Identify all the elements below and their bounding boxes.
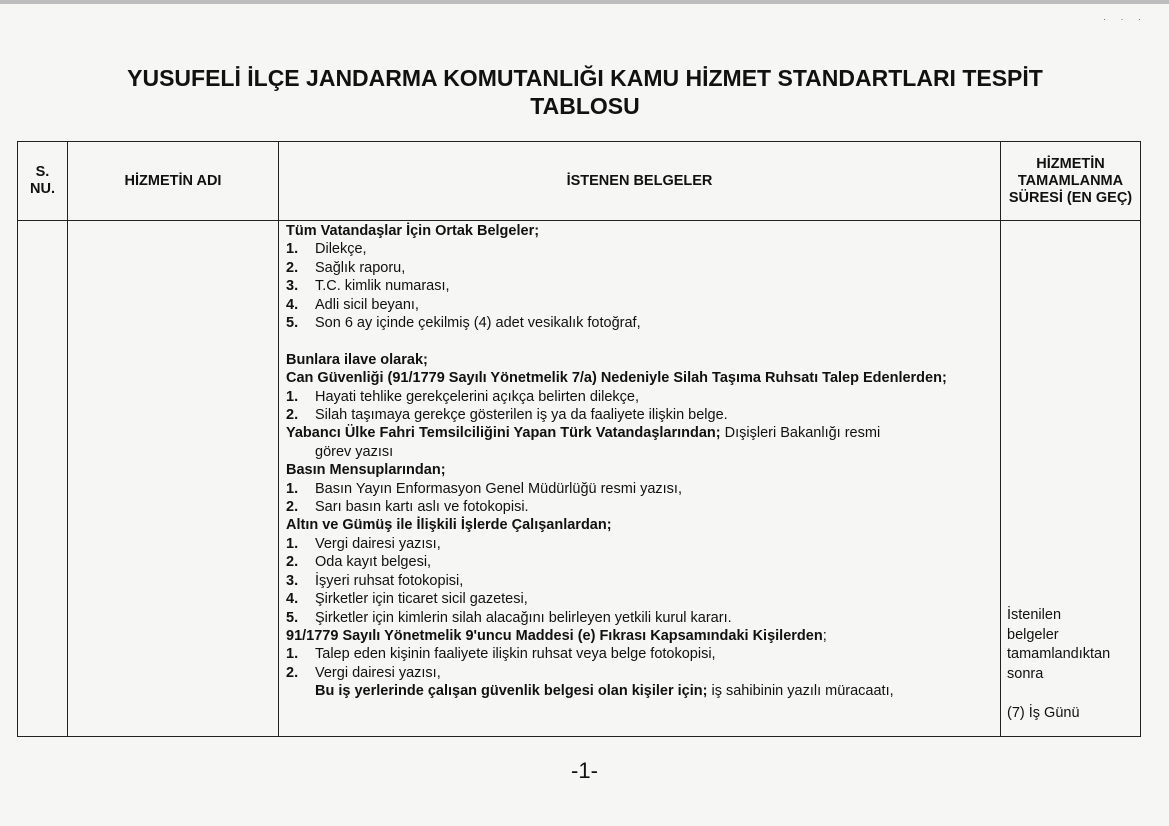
list-item: 2. Silah taşımaya gerekçe gösterilen iş ya da faaliyete ilişkin belge. — [286, 407, 728, 424]
title-line-1: YUSUFELİ İLÇE JANDARMA KOMUTANLIĞI KAMU HİZMET STANDARTLARI TESPİT — [127, 65, 1043, 91]
workplace-entry: Bu iş yerlerinde çalışan güvenlik belgesi olan kişiler için; iş sahibinin yazılı müracaatı, — [315, 683, 894, 700]
list-item: 5. Şirketler için kimlerin silah alacağını belirleyen yetkili kurul kararı. — [286, 609, 732, 626]
foreign-representative-entry: Yabancı Ülke Fahri Temsilciliğini Yapan Türk Vatandaşlarından; Dışişleri Bakanlığı resmi — [286, 425, 881, 442]
page-number: -1- — [571, 758, 598, 783]
duration-line: tamamlandıktan — [1007, 646, 1111, 662]
list-item: 2. Vergi dairesi yazısı, — [286, 664, 441, 681]
list-item: 4. Şirketler için ticaret sicil gazetesi, — [286, 591, 528, 608]
list-item: 2. Sağlık raporu, — [286, 259, 406, 276]
duration-value: (7) İş Günü — [1007, 704, 1080, 721]
cell-documents — [279, 221, 1001, 737]
list-item: 1. Talep eden kişinin faaliyete ilişkin ruhsat veya belge fotokopisi, — [286, 646, 716, 663]
cell-sno — [18, 221, 68, 737]
header-documents: İSTENEN BELGELER — [279, 142, 1001, 221]
list-item: 2. Oda kayıt belgesi, — [286, 554, 432, 571]
header-duration: HİZMETİN TAMAMLANMA SÜRESİ (EN GEÇ) — [1001, 142, 1141, 221]
document-title — [40, 64, 1130, 120]
cell-service-name — [68, 221, 279, 737]
list-item: 1. Hayati tehlike gerekçelerini açıkça belirten dilekçe, — [286, 388, 639, 405]
duration-line: İstenilen — [1007, 607, 1062, 623]
press-heading: Basın Mensuplarından; — [286, 462, 446, 479]
list-item: 1. Dilekçe, — [286, 241, 367, 258]
common-docs-list — [286, 240, 994, 332]
foreign-representative-text-cont: görev yazısı — [315, 443, 394, 460]
table-header-row — [18, 142, 1141, 221]
list-item: 1. Basın Yayın Enformasyon Genel Müdürlüğü resmi yazısı, — [286, 480, 682, 497]
top-scan-edge — [0, 0, 1169, 4]
duration-line: belgeler — [1007, 626, 1059, 643]
cell-duration — [1001, 221, 1141, 737]
title-line-2: TABLOSU — [530, 93, 640, 119]
list-item: 5. Son 6 ay içinde çekilmiş (4) adet vesikalık fotoğraf, — [286, 315, 641, 332]
scan-specks: · · · — [1103, 14, 1147, 24]
safety-heading: Can Güvenliği (91/1779 Sayılı Yönetmelik 7/a) Nedeniyle Silah Taşıma Ruhsatı Talep Edenlerden; — [286, 370, 947, 387]
list-item: 2. Sarı basın kartı aslı ve fotokopisi. — [286, 499, 529, 516]
duration-line: sonra — [1007, 665, 1044, 682]
list-item: 3. T.C. kimlik numarası, — [286, 278, 450, 295]
common-docs-heading: Tüm Vatandaşlar İçin Ortak Belgeler; — [286, 223, 540, 239]
list-item: 4. Adli sicil beyanı, — [286, 296, 419, 313]
additional-heading: Bunlara ilave olarak; — [286, 351, 428, 368]
list-item: 1. Vergi dairesi yazısı, — [286, 535, 441, 552]
service-standards-table — [17, 141, 1141, 737]
list-item: 3. İşyeri ruhsat fotokopisi, — [286, 572, 464, 589]
table-row — [18, 221, 1141, 737]
gold-heading: Altın ve Gümüş ile İlişkili İşlerde Çalışanlardan; — [286, 517, 612, 534]
header-sno: S. NU. — [18, 142, 68, 221]
regulation-heading: 91/1779 Sayılı Yönetmelik 9'uncu Maddesi (e) Fıkrası Kapsamındaki Kişilerden; — [286, 627, 827, 644]
header-service-name: HİZMETİN ADI — [68, 142, 279, 221]
